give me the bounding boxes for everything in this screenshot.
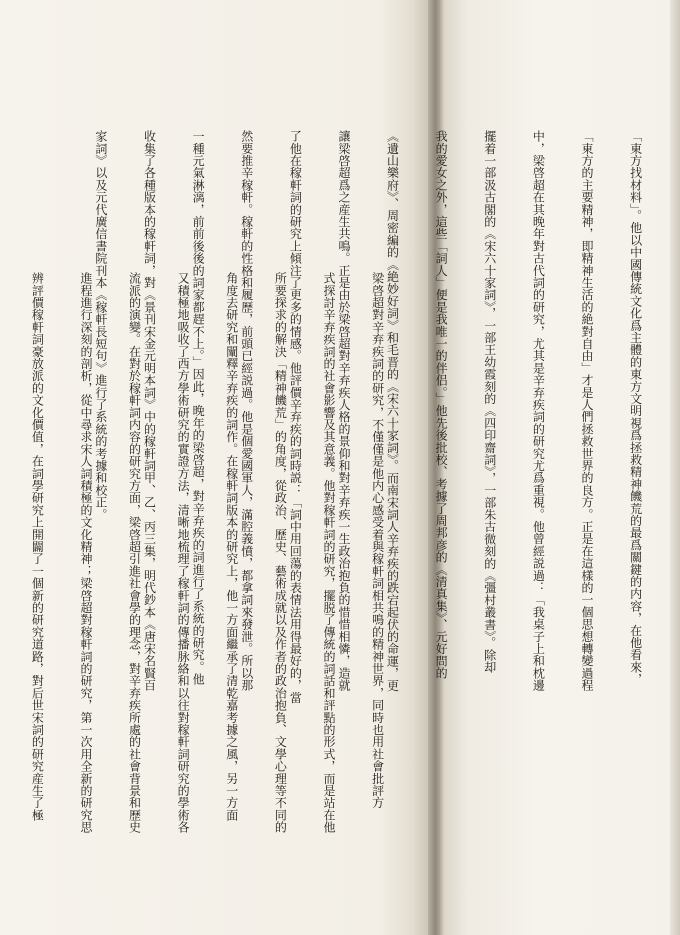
left-col: 式探討辛弃疾詞的社會影響及其意義。他對稼軒詞的研究，擺脱了傳統的詞話和評點的形式，而是站在他 (321, 272, 336, 834)
left-col: 又積極地吸收了西方學術研究的實證方法，清晰地梳理了稼軒詞的傳播脉絡和以往對稼軒詞研究的學術各 (176, 272, 191, 834)
right-col: 《遺山樂府》、周密編的《絶妙好詞》和毛晋的《宋六十家詞》。而南宋詞人辛弃疾的跌宕起伏的命運，更 (385, 130, 400, 692)
left-col: 梁啓超對辛弃疾詞的研究，不僅僅是他内心感受着與稼軒詞相共鳴的精神世界，同時也用社會批評方 (370, 272, 385, 809)
left-col: 進程進行深刻的剖析，從中尋求宋人詞積極的文化精神；梁啓超對稼軒詞的研究，第一次用全新的研究思 (78, 272, 93, 834)
right-col: 讓梁啓超爲之産生共鳴。正是由於梁啓超對辛弃疾人格的景仰和對辛弃疾一生政治抱負的惜惜相憐，造就 (336, 130, 351, 692)
right-col: 了他在稼軒詞的研究上傾注了更多的情感。他評價辛弃疾的詞時説：「詞中用回蕩的表情法用得最好的，當 (288, 130, 303, 704)
right-col: 「東方找材料」。他以中國傳統文化爲主體的東方文明視爲拯救精神饑荒的最爲關鍵的内容，在他看來， (628, 130, 643, 686)
right-col: 然要推辛稼軒。稼軒的性格和履歷，前頭已經説過。他是個愛國軍人，滿腔義憤，都拿詞來發泄。所以那 (239, 130, 254, 692)
left-col: 流派的演變。在對於稼軒詞内容的研究方面，梁啓超引進社會學的理念，對辛弃疾所處的社會背景和歷史 (127, 272, 142, 834)
right-col: 一種元氣淋漓，前前後後的詞家都趕不上。」因此，晚年的梁啓超，對辛弃疾的詞進行了系統的研究。他 (191, 130, 206, 686)
left-col: 所要探求的解決「精神饑荒」的角度，從政治、歷史、藝術成就以及作者的政治抱負、文學心理等不同的 (273, 272, 288, 834)
right-col: 中，梁啓超在其晚年對古代詞的研究，尤其是辛弃疾詞的研究尤爲重視。他曾經説過：「我桌子上和枕邊 (531, 130, 546, 692)
right-col: 擺着一部汲古閣的《宋六十家詞》，一部王幼霞刻的《四印齋詞》，一部朱古微刻的《彊村叢書》。除却 (482, 130, 497, 674)
right-col: 「東方的主要精神，即精神生活的絶對自由」才是人們拯救世界的良方。正是在這樣的一個思想轉變過程 (579, 130, 594, 692)
right-col: 家詞》以及元代廣信書院刊本《稼軒長短句》進行了系統的考據和校正。 (93, 130, 108, 521)
left-col: 角度去研究和闡釋辛弃疾的詞作。在稼軒詞版本的研究上，他一方面繼承了清乾嘉考據之風，另一方面 (224, 272, 239, 821)
right-col: 收集了各種版本的稼軒詞，對《景刊宋金元明本詞》中的稼軒詞甲、乙、丙三集，明代鈔本《唐宋名賢百 (142, 130, 157, 692)
right-col: 我的愛女之外，這些「詞人」便是我唯一的伴侣。」他先後批校、考據了周邦彦的《清真集》、元好問的 (434, 130, 449, 680)
left-col: 辨評價稼軒詞豪放派的文化價值，在詞學研究上開闢了一個新的研究道路，對后世宋詞的研究産生了極 (30, 272, 45, 821)
